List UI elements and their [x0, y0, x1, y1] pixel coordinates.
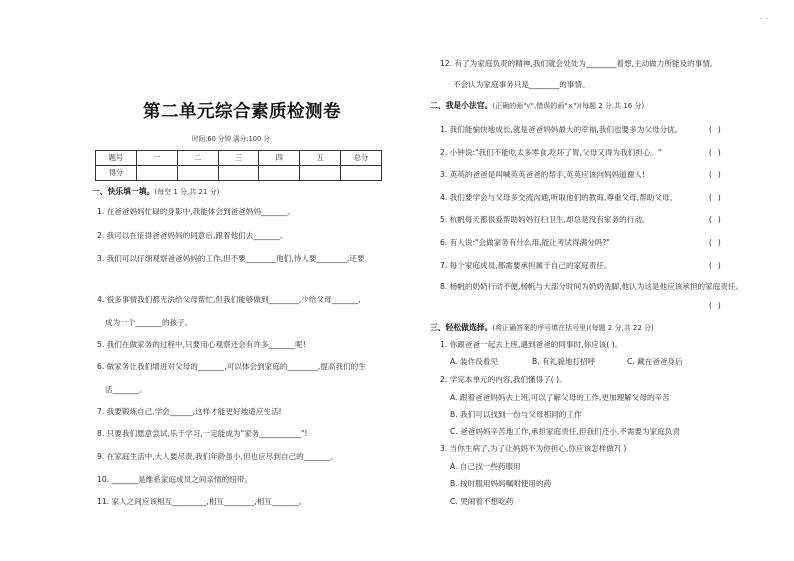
score-header-cell: 五 — [300, 151, 341, 166]
judge-answer-3[interactable]: ( ) — [708, 170, 722, 179]
exam-meta: 时间:60 分钟 满分:100 分 — [192, 135, 270, 143]
fill-question-7: 7. 我要锻炼自己,学会______,这样才能更好地适应生活! — [97, 407, 282, 416]
choice-option[interactable]: A. 自己找一些药服用 — [450, 462, 521, 471]
judge-item-5: 5. 杭帆每天都很爱帮助妈妈打扫卫生,却总是没有家务的行动。 — [440, 215, 650, 224]
fill-question-12-cont: 不会认为家庭事务只是________的事情。 — [453, 80, 590, 89]
score-input-cell[interactable] — [259, 166, 300, 181]
fill-question-9: 9. 在家庭生活中,大人要尽责,我们年龄虽小,但也应尽到自己的_______。 — [97, 452, 338, 461]
fill-question-8: 8. 只要我们愿意尝试,乐于学习,一定能成为"家务___________"! — [97, 429, 308, 438]
fill-question-4: 4. 很多事情我们都无法给父母帮忙,但我们能够做到________,少给父母_______, — [97, 295, 361, 304]
fill-question-5: 5. 我们在做家务的过程中,只要用心观察还会有许多_______呢! — [97, 340, 306, 349]
fill-question-1: 1. 在爸爸妈妈忙碌的身影中,我能体会到爸爸妈妈_______。 — [97, 207, 296, 216]
fill-question-3: 3. 我们可以仔细观察爸爸妈妈的工作,但不要________他们,待人要________,还要 — [97, 254, 365, 263]
score-input-cell[interactable] — [218, 166, 259, 181]
choice-option[interactable]: B. 按时服用妈妈嘱咐使用的药 — [450, 479, 552, 488]
score-input-cell[interactable] — [136, 166, 177, 181]
score-input-cell[interactable] — [341, 166, 382, 181]
score-header-cell: 题号 — [96, 151, 137, 166]
section-1-title: 一、快乐填一填。 — [92, 187, 155, 196]
fill-question-11: 11. 家人之间应该相互_________,相互________,相互_______。 — [97, 497, 307, 506]
score-table — [95, 150, 382, 181]
section-1-heading — [92, 187, 219, 197]
choice-option[interactable]: B. 有礼貌地打招呼 — [532, 357, 596, 366]
judge-item-7: 7. 每个家庭成员,都需要承担属于自己的家庭责任。 — [440, 261, 612, 270]
judge-answer-6[interactable]: ( ) — [708, 238, 722, 247]
choice-question-2: 2. 学完本单元的内容,我们懂得了( )。 — [440, 375, 567, 384]
score-input-cell[interactable] — [300, 166, 341, 181]
section-2-title: 二、我是小法官。 — [430, 101, 493, 110]
judge-item-4: 4. 我们要学会与父母多交流沟通,听取他们的教诲,尊重父母,帮助父母。 — [440, 193, 678, 202]
score-header-cell: 四 — [259, 151, 300, 166]
choice-option[interactable]: B. 我们可以找到一份与父母相同的工作 — [450, 410, 582, 419]
choice-option[interactable]: C. 爸爸妈妈辛苦地工作,承担家庭责任,但我们还小,不需要为家庭负责 — [450, 427, 680, 436]
corner-mark: - - — [760, 14, 769, 23]
choice-option[interactable]: A. 跟着爸爸妈妈去上班,可以了解父母的工作,更加理解父母的辛苦 — [450, 393, 670, 402]
score-header-cell: 一 — [136, 151, 177, 166]
score-row-label: 得分 — [96, 166, 137, 181]
section-3-heading — [430, 323, 654, 333]
judge-answer-1[interactable]: ( ) — [708, 125, 722, 134]
score-input-cell[interactable] — [177, 166, 218, 181]
choice-option[interactable]: C. 哭闹着不想吃药 — [450, 497, 514, 506]
judge-item-6: 6. 有人说:"会做家务有什么用,能让考试得满分吗?" — [440, 238, 610, 247]
choice-option[interactable]: C. 藏在爸爸身后 — [627, 357, 683, 366]
judge-answer-4[interactable]: ( ) — [708, 193, 722, 202]
score-table-score-row — [96, 166, 382, 181]
choice-question-3: 3. 当你生病了,为了让妈妈不为你担心,你应该怎样做?( ) — [440, 444, 627, 453]
judge-answer-5[interactable]: ( ) — [708, 215, 722, 224]
judge-answer-7[interactable]: ( ) — [708, 261, 722, 270]
judge-item-8: 8. 杨帆的奶奶行动不便,杨帆与大部分时间为奶奶洗脚,他认为这是他应该承担的家庭责任。 — [440, 282, 744, 291]
section-2-heading — [430, 101, 644, 111]
fill-question-6: 6. 做家务让我们增进对父母的_______,可以体会到家庭的________,提高我们的生 — [97, 362, 366, 371]
section-2-note: (正确的画"√",错误的画"×")(每题 2 分,共 16 分) — [492, 102, 645, 110]
judge-answer-8[interactable]: ( ) — [708, 301, 722, 310]
score-table-header-row — [96, 151, 382, 166]
choice-option[interactable]: A. 装作没看见 — [450, 357, 498, 366]
fill-question-10: 10. _______是维系家庭成员之间亲情的纽带。 — [97, 475, 252, 484]
fill-question-6-cont: 活_______。 — [105, 385, 147, 394]
judge-item-3: 3. 英英的爸爸是叫喊英英爸爸的帮手,英英应该向妈妈道谢人! — [440, 170, 645, 179]
page-title: 第二单元综合素质检测卷 — [143, 102, 341, 122]
judge-item-2: 2. 小钟说:"我们不能吃太多零食,吃坏了胃,父母又得为我们担心。" — [440, 148, 662, 157]
fill-question-12: 12. 有了为家庭负责的精神,我们就会处处为________着想,主动做力所能及的事情, — [440, 59, 713, 68]
judge-answer-2[interactable]: ( ) — [708, 148, 722, 157]
score-header-cell: 二 — [177, 151, 218, 166]
fill-question-2: 2. 我可以在征得爸爸妈妈的同意后,跟着他们去_______。 — [97, 231, 288, 240]
section-1-note: (每空 1 分,共 21 分) — [154, 188, 220, 196]
score-header-cell: 总分 — [341, 151, 382, 166]
choice-question-1: 1. 你跟爸爸一起去上班,遇到爸爸的同事时,你应该( )。 — [440, 340, 623, 349]
fill-question-4-cont: 成为一个_______的孩子。 — [105, 318, 193, 327]
section-3-note: (将正确答案的序号填在括号里)(每题 2 分,共 22 分) — [492, 324, 654, 332]
judge-item-1: 1. 我们能愉快地成长,就是爸爸妈妈最大的幸福,我们也要多为父母分忧。 — [440, 125, 683, 134]
section-3-title: 三、轻松做选择。 — [430, 323, 493, 332]
score-header-cell: 三 — [218, 151, 259, 166]
